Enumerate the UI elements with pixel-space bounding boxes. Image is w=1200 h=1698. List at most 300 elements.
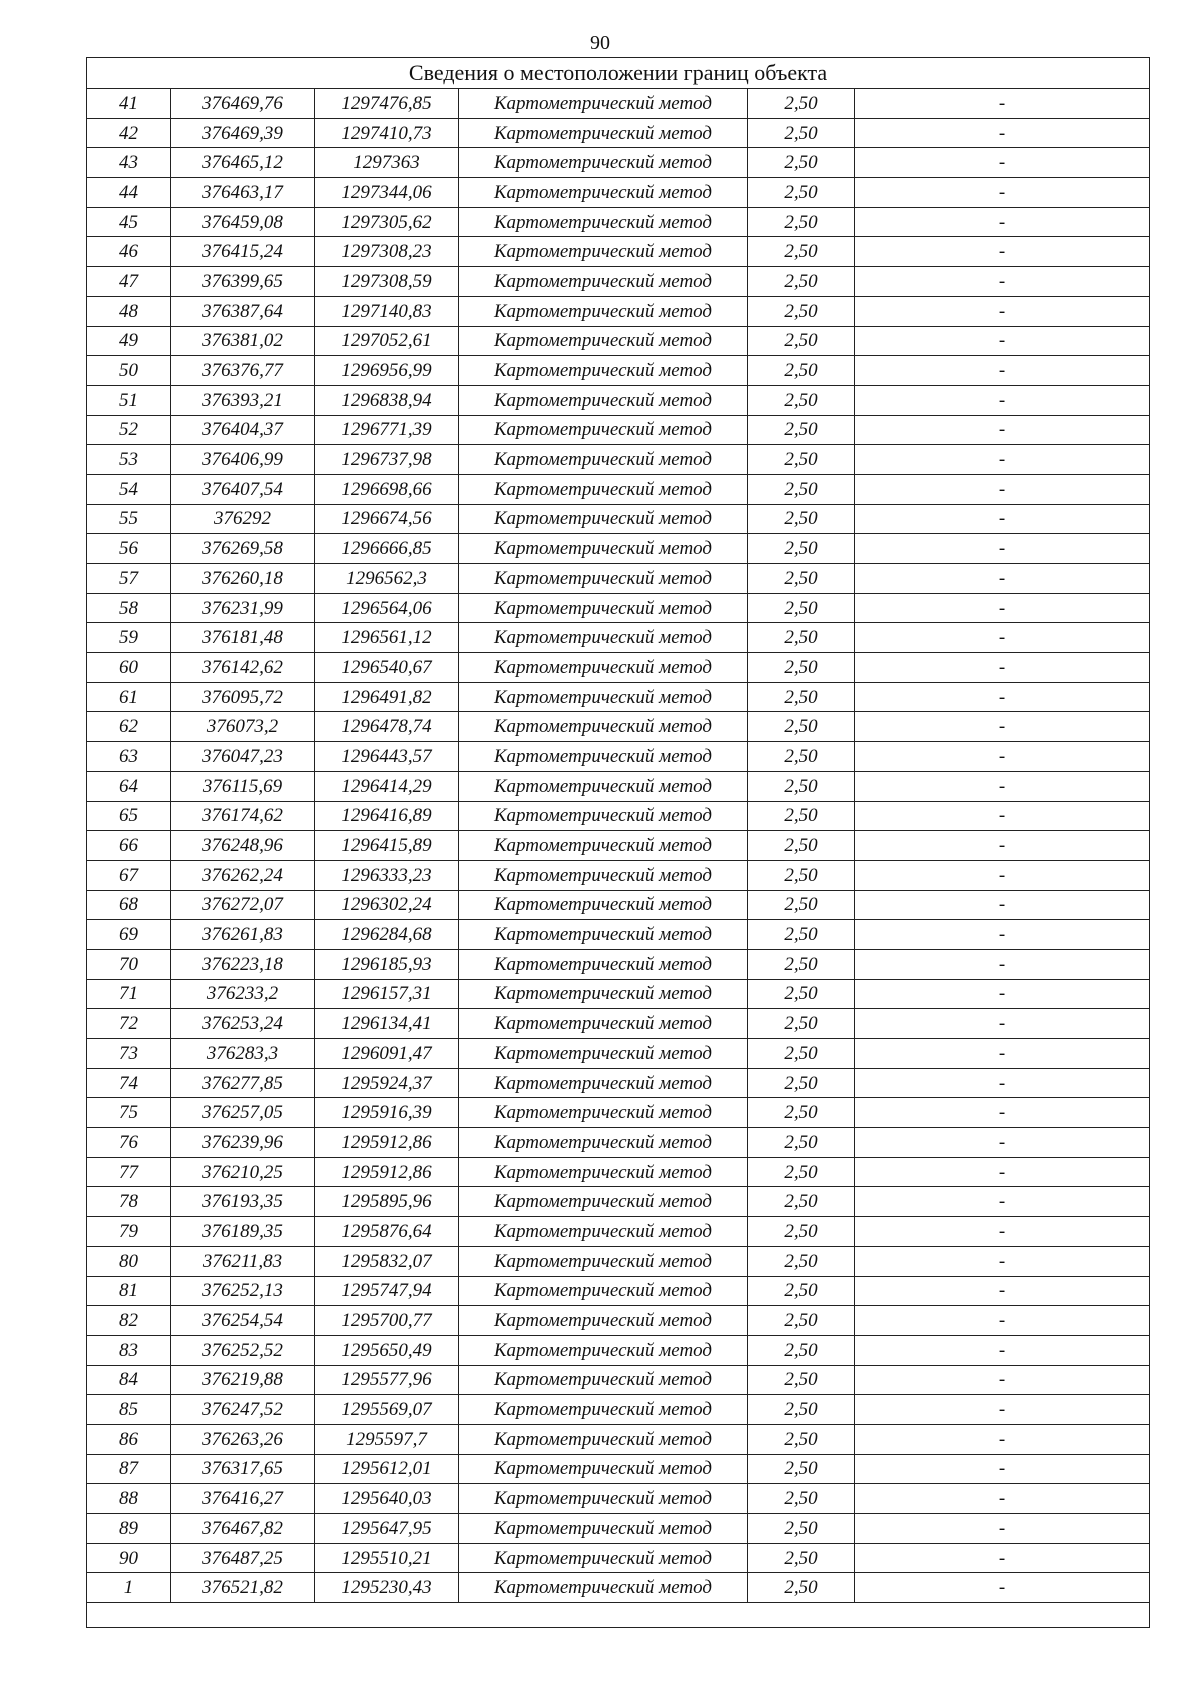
table-row: [87, 979, 1150, 1009]
accuracy-cell: 2,50: [748, 267, 855, 297]
y-coordinate-cell: 1296561,12: [315, 623, 459, 653]
description-cell: -: [855, 415, 1150, 445]
method-cell: Картометрический метод: [459, 682, 748, 712]
description-cell: -: [855, 148, 1150, 178]
table-row: [87, 118, 1150, 148]
point-number-cell: 45: [87, 207, 171, 237]
y-coordinate-cell: 1296540,67: [315, 653, 459, 683]
y-coordinate-cell: 1296091,47: [315, 1039, 459, 1069]
x-coordinate-cell: 376399,65: [171, 267, 315, 297]
y-coordinate-cell: 1296284,68: [315, 920, 459, 950]
method-cell: Картометрический метод: [459, 445, 748, 475]
description-cell: -: [855, 326, 1150, 356]
point-number-cell: 59: [87, 623, 171, 653]
method-cell: Картометрический метод: [459, 1217, 748, 1247]
table-row: [87, 742, 1150, 772]
accuracy-cell: 2,50: [748, 653, 855, 683]
x-coordinate-cell: 376223,18: [171, 949, 315, 979]
x-coordinate-cell: 376463,17: [171, 178, 315, 208]
table-row: [87, 267, 1150, 297]
point-number-cell: 89: [87, 1514, 171, 1544]
method-cell: Картометрический метод: [459, 415, 748, 445]
y-coordinate-cell: 1296564,06: [315, 593, 459, 623]
point-number-cell: 73: [87, 1039, 171, 1069]
accuracy-cell: 2,50: [748, 593, 855, 623]
y-coordinate-cell: 1296414,29: [315, 771, 459, 801]
method-cell: Картометрический метод: [459, 385, 748, 415]
table-row: [87, 1157, 1150, 1187]
table-row: [87, 920, 1150, 950]
page-number: 90: [590, 32, 610, 54]
method-cell: Картометрический метод: [459, 1454, 748, 1484]
x-coordinate-cell: 376253,24: [171, 1009, 315, 1039]
y-coordinate-cell: 1296491,82: [315, 682, 459, 712]
table-row: [87, 1365, 1150, 1395]
description-cell: -: [855, 1424, 1150, 1454]
point-number-cell: 77: [87, 1157, 171, 1187]
y-coordinate-cell: 1295650,49: [315, 1335, 459, 1365]
point-number-cell: 84: [87, 1365, 171, 1395]
table-row: [87, 207, 1150, 237]
table-row: [87, 1573, 1150, 1603]
y-coordinate-cell: 1296737,98: [315, 445, 459, 475]
method-cell: Картометрический метод: [459, 148, 748, 178]
description-cell: -: [855, 1306, 1150, 1336]
table-row: [87, 1454, 1150, 1484]
accuracy-cell: 2,50: [748, 1484, 855, 1514]
method-cell: Картометрический метод: [459, 1335, 748, 1365]
table-row: [87, 534, 1150, 564]
x-coordinate-cell: 376239,96: [171, 1128, 315, 1158]
point-number-cell: 50: [87, 356, 171, 386]
y-coordinate-cell: 1297476,85: [315, 89, 459, 119]
accuracy-cell: 2,50: [748, 1454, 855, 1484]
description-cell: -: [855, 1128, 1150, 1158]
empty-footer-cell: [87, 1603, 1150, 1628]
y-coordinate-cell: 1297308,23: [315, 237, 459, 267]
method-cell: Картометрический метод: [459, 1365, 748, 1395]
accuracy-cell: 2,50: [748, 1573, 855, 1603]
method-cell: Картометрический метод: [459, 1543, 748, 1573]
y-coordinate-cell: 1295569,07: [315, 1395, 459, 1425]
method-cell: Картометрический метод: [459, 1246, 748, 1276]
accuracy-cell: 2,50: [748, 1157, 855, 1187]
method-cell: Картометрический метод: [459, 1157, 748, 1187]
table-row: [87, 1395, 1150, 1425]
method-cell: Картометрический метод: [459, 801, 748, 831]
point-number-cell: 62: [87, 712, 171, 742]
y-coordinate-cell: 1297363: [315, 148, 459, 178]
x-coordinate-cell: 376487,25: [171, 1543, 315, 1573]
accuracy-cell: 2,50: [748, 623, 855, 653]
method-cell: Картометрический метод: [459, 1424, 748, 1454]
point-number-cell: 71: [87, 979, 171, 1009]
accuracy-cell: 2,50: [748, 1187, 855, 1217]
description-cell: -: [855, 445, 1150, 475]
y-coordinate-cell: 1296838,94: [315, 385, 459, 415]
accuracy-cell: 2,50: [748, 118, 855, 148]
x-coordinate-cell: 376416,27: [171, 1484, 315, 1514]
point-number-cell: 81: [87, 1276, 171, 1306]
y-coordinate-cell: 1296134,41: [315, 1009, 459, 1039]
x-coordinate-cell: 376381,02: [171, 326, 315, 356]
description-cell: -: [855, 623, 1150, 653]
method-cell: Картометрический метод: [459, 1187, 748, 1217]
method-cell: Картометрический метод: [459, 207, 748, 237]
description-cell: -: [855, 1246, 1150, 1276]
description-cell: -: [855, 682, 1150, 712]
accuracy-cell: 2,50: [748, 1217, 855, 1247]
table-row: [87, 326, 1150, 356]
table-row: [87, 1098, 1150, 1128]
accuracy-cell: 2,50: [748, 1514, 855, 1544]
method-cell: Картометрический метод: [459, 1098, 748, 1128]
point-number-cell: 87: [87, 1454, 171, 1484]
description-cell: -: [855, 356, 1150, 386]
table-row: [87, 1424, 1150, 1454]
x-coordinate-cell: 376219,88: [171, 1365, 315, 1395]
description-cell: -: [855, 89, 1150, 119]
description-cell: -: [855, 920, 1150, 950]
y-coordinate-cell: 1296771,39: [315, 415, 459, 445]
y-coordinate-cell: 1295640,03: [315, 1484, 459, 1514]
description-cell: -: [855, 1395, 1150, 1425]
accuracy-cell: 2,50: [748, 890, 855, 920]
x-coordinate-cell: 376047,23: [171, 742, 315, 772]
point-number-cell: 82: [87, 1306, 171, 1336]
y-coordinate-cell: 1295832,07: [315, 1246, 459, 1276]
method-cell: Картометрический метод: [459, 653, 748, 683]
x-coordinate-cell: 376262,24: [171, 860, 315, 890]
accuracy-cell: 2,50: [748, 949, 855, 979]
x-coordinate-cell: 376376,77: [171, 356, 315, 386]
x-coordinate-cell: 376261,83: [171, 920, 315, 950]
y-coordinate-cell: 1295924,37: [315, 1068, 459, 1098]
description-cell: -: [855, 1514, 1150, 1544]
y-coordinate-cell: 1296443,57: [315, 742, 459, 772]
x-coordinate-cell: 376247,52: [171, 1395, 315, 1425]
x-coordinate-cell: 376404,37: [171, 415, 315, 445]
y-coordinate-cell: 1296157,31: [315, 979, 459, 1009]
point-number-cell: 61: [87, 682, 171, 712]
accuracy-cell: 2,50: [748, 1246, 855, 1276]
table-row: [87, 623, 1150, 653]
x-coordinate-cell: 376387,64: [171, 296, 315, 326]
table-row: [87, 504, 1150, 534]
y-coordinate-cell: 1296302,24: [315, 890, 459, 920]
point-number-cell: 67: [87, 860, 171, 890]
point-number-cell: 1: [87, 1573, 171, 1603]
y-coordinate-cell: 1295577,96: [315, 1365, 459, 1395]
accuracy-cell: 2,50: [748, 771, 855, 801]
method-cell: Картометрический метод: [459, 356, 748, 386]
x-coordinate-cell: 376073,2: [171, 712, 315, 742]
x-coordinate-cell: 376189,35: [171, 1217, 315, 1247]
description-cell: -: [855, 178, 1150, 208]
table-row: [87, 1246, 1150, 1276]
description-cell: -: [855, 504, 1150, 534]
point-number-cell: 52: [87, 415, 171, 445]
point-number-cell: 51: [87, 385, 171, 415]
method-cell: Картометрический метод: [459, 1128, 748, 1158]
y-coordinate-cell: 1296415,89: [315, 831, 459, 861]
description-cell: -: [855, 267, 1150, 297]
point-number-cell: 85: [87, 1395, 171, 1425]
x-coordinate-cell: 376406,99: [171, 445, 315, 475]
accuracy-cell: 2,50: [748, 1276, 855, 1306]
point-number-cell: 56: [87, 534, 171, 564]
accuracy-cell: 2,50: [748, 415, 855, 445]
x-coordinate-cell: 376095,72: [171, 682, 315, 712]
point-number-cell: 69: [87, 920, 171, 950]
point-number-cell: 42: [87, 118, 171, 148]
description-cell: -: [855, 1573, 1150, 1603]
y-coordinate-cell: 1295612,01: [315, 1454, 459, 1484]
accuracy-cell: 2,50: [748, 385, 855, 415]
table-row: [87, 1217, 1150, 1247]
accuracy-cell: 2,50: [748, 1306, 855, 1336]
method-cell: Картометрический метод: [459, 831, 748, 861]
x-coordinate-cell: 376257,05: [171, 1098, 315, 1128]
accuracy-cell: 2,50: [748, 148, 855, 178]
x-coordinate-cell: 376465,12: [171, 148, 315, 178]
description-cell: -: [855, 979, 1150, 1009]
y-coordinate-cell: 1295912,86: [315, 1128, 459, 1158]
method-cell: Картометрический метод: [459, 979, 748, 1009]
table-row: [87, 1335, 1150, 1365]
y-coordinate-cell: 1295230,43: [315, 1573, 459, 1603]
table-row: [87, 712, 1150, 742]
description-cell: -: [855, 1187, 1150, 1217]
method-cell: Картометрический метод: [459, 742, 748, 772]
description-cell: -: [855, 534, 1150, 564]
x-coordinate-cell: 376459,08: [171, 207, 315, 237]
y-coordinate-cell: 1296674,56: [315, 504, 459, 534]
accuracy-cell: 2,50: [748, 860, 855, 890]
accuracy-cell: 2,50: [748, 1098, 855, 1128]
x-coordinate-cell: 376263,26: [171, 1424, 315, 1454]
point-number-cell: 75: [87, 1098, 171, 1128]
description-cell: -: [855, 860, 1150, 890]
x-coordinate-cell: 376211,83: [171, 1246, 315, 1276]
table-title: Сведения о местоположении границ объекта: [87, 58, 1150, 89]
table-row: [87, 860, 1150, 890]
y-coordinate-cell: 1296333,23: [315, 860, 459, 890]
method-cell: Картометрический метод: [459, 1395, 748, 1425]
point-number-cell: 41: [87, 89, 171, 119]
y-coordinate-cell: 1295916,39: [315, 1098, 459, 1128]
method-cell: Картометрический метод: [459, 860, 748, 890]
accuracy-cell: 2,50: [748, 831, 855, 861]
method-cell: Картометрический метод: [459, 1039, 748, 1069]
method-cell: Картометрический метод: [459, 1276, 748, 1306]
description-cell: -: [855, 1484, 1150, 1514]
y-coordinate-cell: 1295647,95: [315, 1514, 459, 1544]
y-coordinate-cell: 1295895,96: [315, 1187, 459, 1217]
y-coordinate-cell: 1295700,77: [315, 1306, 459, 1336]
point-number-cell: 63: [87, 742, 171, 772]
point-number-cell: 43: [87, 148, 171, 178]
point-number-cell: 65: [87, 801, 171, 831]
accuracy-cell: 2,50: [748, 1128, 855, 1158]
table-row: [87, 1128, 1150, 1158]
accuracy-cell: 2,50: [748, 237, 855, 267]
point-number-cell: 90: [87, 1543, 171, 1573]
description-cell: -: [855, 1543, 1150, 1573]
y-coordinate-cell: 1295510,21: [315, 1543, 459, 1573]
method-cell: Картометрический метод: [459, 267, 748, 297]
description-cell: -: [855, 564, 1150, 594]
point-number-cell: 54: [87, 474, 171, 504]
table-row: [87, 474, 1150, 504]
x-coordinate-cell: 376254,54: [171, 1306, 315, 1336]
point-number-cell: 86: [87, 1424, 171, 1454]
point-number-cell: 48: [87, 296, 171, 326]
y-coordinate-cell: 1295597,7: [315, 1424, 459, 1454]
description-cell: -: [855, 1009, 1150, 1039]
x-coordinate-cell: 376469,76: [171, 89, 315, 119]
x-coordinate-cell: 376142,62: [171, 653, 315, 683]
y-coordinate-cell: 1297344,06: [315, 178, 459, 208]
description-cell: -: [855, 1157, 1150, 1187]
table-row: [87, 801, 1150, 831]
accuracy-cell: 2,50: [748, 742, 855, 772]
point-number-cell: 88: [87, 1484, 171, 1514]
method-cell: Картометрический метод: [459, 474, 748, 504]
accuracy-cell: 2,50: [748, 296, 855, 326]
method-cell: Картометрический метод: [459, 1484, 748, 1514]
point-number-cell: 46: [87, 237, 171, 267]
description-cell: -: [855, 1039, 1150, 1069]
accuracy-cell: 2,50: [748, 712, 855, 742]
table-row: [87, 356, 1150, 386]
table-body: [87, 58, 1150, 1628]
point-number-cell: 60: [87, 653, 171, 683]
x-coordinate-cell: 376283,3: [171, 1039, 315, 1069]
method-cell: Картометрический метод: [459, 237, 748, 267]
accuracy-cell: 2,50: [748, 920, 855, 950]
accuracy-cell: 2,50: [748, 89, 855, 119]
table-row: [87, 593, 1150, 623]
method-cell: Картометрический метод: [459, 564, 748, 594]
x-coordinate-cell: 376260,18: [171, 564, 315, 594]
y-coordinate-cell: 1297052,61: [315, 326, 459, 356]
accuracy-cell: 2,50: [748, 564, 855, 594]
point-number-cell: 58: [87, 593, 171, 623]
table-row: [87, 148, 1150, 178]
x-coordinate-cell: 376467,82: [171, 1514, 315, 1544]
method-cell: Картометрический метод: [459, 534, 748, 564]
point-number-cell: 76: [87, 1128, 171, 1158]
table-row: [87, 1306, 1150, 1336]
y-coordinate-cell: 1296698,66: [315, 474, 459, 504]
point-number-cell: 47: [87, 267, 171, 297]
accuracy-cell: 2,50: [748, 356, 855, 386]
table-row: [87, 1276, 1150, 1306]
method-cell: Картометрический метод: [459, 920, 748, 950]
table-row: [87, 1068, 1150, 1098]
method-cell: Картометрический метод: [459, 1068, 748, 1098]
y-coordinate-cell: 1296666,85: [315, 534, 459, 564]
description-cell: -: [855, 385, 1150, 415]
x-coordinate-cell: 376174,62: [171, 801, 315, 831]
accuracy-cell: 2,50: [748, 682, 855, 712]
table-row: [87, 949, 1150, 979]
method-cell: Картометрический метод: [459, 178, 748, 208]
empty-footer-row: [87, 1603, 1150, 1628]
point-number-cell: 74: [87, 1068, 171, 1098]
table-row: [87, 890, 1150, 920]
table-row: [87, 653, 1150, 683]
x-coordinate-cell: 376115,69: [171, 771, 315, 801]
y-coordinate-cell: 1295747,94: [315, 1276, 459, 1306]
accuracy-cell: 2,50: [748, 979, 855, 1009]
x-coordinate-cell: 376292: [171, 504, 315, 534]
x-coordinate-cell: 376269,58: [171, 534, 315, 564]
y-coordinate-cell: 1295912,86: [315, 1157, 459, 1187]
point-number-cell: 70: [87, 949, 171, 979]
x-coordinate-cell: 376521,82: [171, 1573, 315, 1603]
y-coordinate-cell: 1296416,89: [315, 801, 459, 831]
accuracy-cell: 2,50: [748, 1365, 855, 1395]
method-cell: Картометрический метод: [459, 949, 748, 979]
x-coordinate-cell: 376407,54: [171, 474, 315, 504]
point-number-cell: 53: [87, 445, 171, 475]
y-coordinate-cell: 1297140,83: [315, 296, 459, 326]
x-coordinate-cell: 376210,25: [171, 1157, 315, 1187]
y-coordinate-cell: 1296185,93: [315, 949, 459, 979]
method-cell: Картометрический метод: [459, 296, 748, 326]
point-number-cell: 68: [87, 890, 171, 920]
table-row: [87, 237, 1150, 267]
description-cell: -: [855, 890, 1150, 920]
description-cell: -: [855, 771, 1150, 801]
point-number-cell: 44: [87, 178, 171, 208]
x-coordinate-cell: 376469,39: [171, 118, 315, 148]
accuracy-cell: 2,50: [748, 326, 855, 356]
x-coordinate-cell: 376317,65: [171, 1454, 315, 1484]
description-cell: -: [855, 653, 1150, 683]
method-cell: Картометрический метод: [459, 326, 748, 356]
x-coordinate-cell: 376252,13: [171, 1276, 315, 1306]
point-number-cell: 66: [87, 831, 171, 861]
x-coordinate-cell: 376415,24: [171, 237, 315, 267]
method-cell: Картометрический метод: [459, 593, 748, 623]
description-cell: -: [855, 712, 1150, 742]
description-cell: -: [855, 1068, 1150, 1098]
x-coordinate-cell: 376231,99: [171, 593, 315, 623]
accuracy-cell: 2,50: [748, 1039, 855, 1069]
method-cell: Картометрический метод: [459, 89, 748, 119]
table-row: [87, 1187, 1150, 1217]
table-row: [87, 831, 1150, 861]
point-number-cell: 72: [87, 1009, 171, 1039]
point-number-cell: 57: [87, 564, 171, 594]
point-number-cell: 64: [87, 771, 171, 801]
description-cell: -: [855, 949, 1150, 979]
boundary-coordinates-table: [86, 57, 1150, 1628]
description-cell: -: [855, 831, 1150, 861]
table-row: [87, 296, 1150, 326]
accuracy-cell: 2,50: [748, 1068, 855, 1098]
y-coordinate-cell: 1297410,73: [315, 118, 459, 148]
point-number-cell: 83: [87, 1335, 171, 1365]
y-coordinate-cell: 1297308,59: [315, 267, 459, 297]
method-cell: Картометрический метод: [459, 118, 748, 148]
table-row: [87, 1484, 1150, 1514]
method-cell: Картометрический метод: [459, 1514, 748, 1544]
point-number-cell: 79: [87, 1217, 171, 1247]
